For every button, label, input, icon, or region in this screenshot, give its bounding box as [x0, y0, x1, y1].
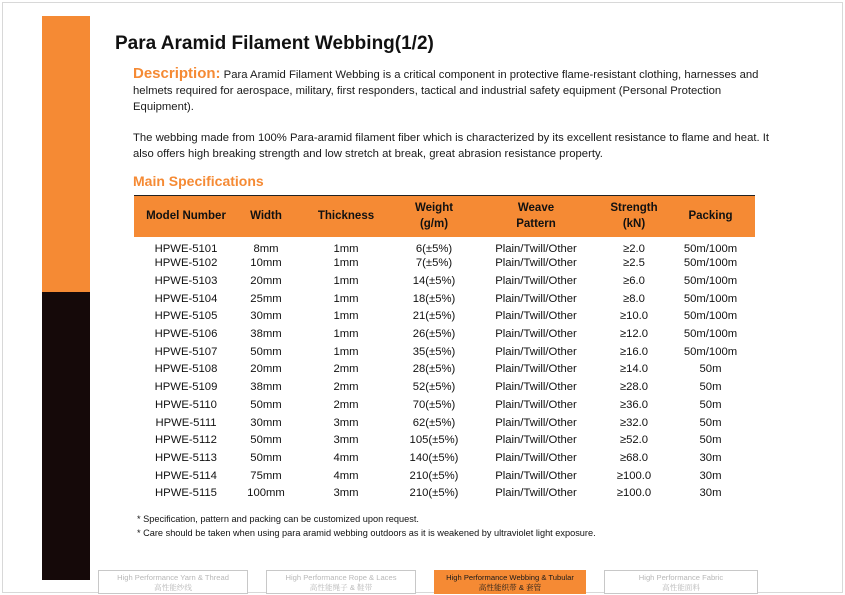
table-row [134, 484, 755, 502]
cell-width: 50mm [250, 434, 282, 447]
cell-thickness: 3mm [333, 416, 359, 429]
cell-weave-pattern: Plain/Twill/Other [495, 416, 577, 429]
cell-packing: 50m/100m [683, 275, 738, 288]
cell-weight: 210(±5%) [409, 469, 459, 482]
nav-tab-yarn-thread[interactable] [98, 570, 248, 594]
cell-thickness: 4mm [333, 451, 359, 464]
table-row [134, 255, 755, 273]
table-header-row [134, 196, 755, 237]
cell-packing: 30m [699, 451, 722, 464]
cell-packing: 50m/100m [683, 292, 738, 305]
paragraph-material: The webbing made from 100% Para-aramid filament fiber which is characterized by its excellent resistance to flame and heat. It also offers high breaking strength and low stretch at break, great abrasion resistance property. [133, 132, 770, 160]
cell-packing: 50m/100m [683, 345, 738, 358]
cell-strength: ≥100.0 [616, 487, 652, 500]
cell-width: 75mm [250, 469, 282, 482]
cell-width: 25mm [250, 292, 282, 305]
cell-width: 50mm [250, 451, 282, 464]
cell-model-number: HPWE-5102 [154, 257, 218, 270]
spec-table [134, 195, 755, 502]
cell-width: 20mm [250, 275, 282, 288]
cell-thickness: 2mm [333, 381, 359, 394]
cell-weight: 210(±5%) [409, 487, 459, 500]
cell-strength: ≥32.0 [619, 416, 649, 429]
cell-weight: 70(±5%) [412, 398, 456, 411]
cell-weave-pattern: Plain/Twill/Other [495, 363, 577, 376]
cell-thickness: 2mm [333, 363, 359, 376]
page-title: Para Aramid Filament Webbing(1/2) [115, 33, 434, 54]
cell-weave-pattern: Plain/Twill/Other [495, 487, 577, 500]
cell-weight: 35(±5%) [412, 345, 456, 358]
cell-weave-pattern: Plain/Twill/Other [495, 469, 577, 482]
cell-packing: 30m [699, 487, 722, 500]
cell-weight: 28(±5%) [412, 363, 456, 376]
cell-strength: ≥100.0 [616, 469, 652, 482]
cell-weight: 18(±5%) [412, 292, 456, 305]
nav-tab-webbing-tubular[interactable] [434, 570, 586, 594]
cell-strength: ≥36.0 [619, 398, 649, 411]
cell-thickness: 3mm [333, 434, 359, 447]
header-weight: Weight (g/m) [398, 196, 470, 237]
nav-tab-rope-laces[interactable] [266, 570, 416, 594]
cell-width: 20mm [250, 363, 282, 376]
cell-model-number: HPWE-5109 [154, 381, 218, 394]
cell-strength: ≥2.0 [623, 242, 645, 255]
cell-thickness: 1mm [333, 310, 359, 323]
cell-width: 30mm [250, 310, 282, 323]
note-uv-warning: * Care should be taken when using para aramid webbing outdoors as it is weakened by ultraviolet light exposure. [137, 528, 596, 538]
nav-tab-label-cn: 高性能纱线 [154, 583, 192, 592]
cell-weave-pattern: Plain/Twill/Other [495, 345, 577, 358]
description [133, 66, 763, 115]
cell-weave-pattern: Plain/Twill/Other [495, 434, 577, 447]
cell-thickness: 1mm [333, 275, 359, 288]
cell-weave-pattern: Plain/Twill/Other [495, 275, 577, 288]
cell-packing: 50m/100m [683, 328, 738, 341]
table-row [134, 237, 755, 255]
cell-model-number: HPWE-5103 [154, 275, 218, 288]
cell-weight: 140(±5%) [409, 451, 459, 464]
cell-weight: 14(±5%) [412, 275, 456, 288]
nav-tab-label-cn: 高性能绳子 & 鞋带 [309, 583, 373, 592]
cell-weight: 7(±5%) [415, 257, 453, 270]
table-row [134, 467, 755, 485]
cell-strength: ≥6.0 [623, 275, 645, 288]
table-row [134, 361, 755, 379]
cell-weave-pattern: Plain/Twill/Other [495, 398, 577, 411]
cell-thickness: 4mm [333, 469, 359, 482]
cell-width: 38mm [250, 328, 282, 341]
cell-strength: ≥68.0 [619, 451, 649, 464]
cell-strength: ≥14.0 [619, 363, 649, 376]
cell-packing: 30m [699, 469, 722, 482]
cell-model-number: HPWE-5112 [155, 434, 217, 447]
header-packing: Packing [666, 196, 755, 237]
cell-weight: 62(±5%) [412, 416, 456, 429]
cell-thickness: 1mm [333, 328, 359, 341]
notes [137, 512, 596, 540]
cell-model-number: HPWE-5106 [154, 328, 218, 341]
table-row [134, 290, 755, 308]
cell-weight: 52(±5%) [412, 381, 456, 394]
cell-packing: 50m [699, 363, 722, 376]
cell-weave-pattern: Plain/Twill/Other [495, 328, 577, 341]
bottom-nav [98, 570, 758, 594]
cell-model-number: HPWE-5107 [154, 345, 218, 358]
header-strength: Strength (kN) [602, 196, 666, 237]
cell-weave-pattern: Plain/Twill/Other [495, 310, 577, 323]
nav-tab-label-cn: 高性能织带 & 套管 [478, 583, 542, 592]
cell-strength: ≥2.5 [623, 257, 645, 270]
cell-weight: 6(±5%) [415, 242, 453, 255]
cell-model-number: HPWE-5110 [155, 398, 217, 411]
cell-model-number: HPWE-5101 [154, 242, 218, 255]
nav-tab-label-cn: 高性能面料 [662, 583, 700, 592]
cell-packing: 50m/100m [683, 257, 738, 270]
header-weave-pattern: Weave Pattern [470, 196, 602, 237]
cell-strength: ≥28.0 [619, 381, 649, 394]
cell-packing: 50m [699, 416, 722, 429]
table-row [134, 396, 755, 414]
side-bar-dark [42, 292, 90, 580]
cell-packing: 50m [699, 434, 722, 447]
cell-thickness: 1mm [333, 242, 359, 255]
nav-tab-fabric[interactable] [604, 570, 758, 594]
cell-weave-pattern: Plain/Twill/Other [495, 451, 577, 464]
cell-thickness: 3mm [333, 487, 359, 500]
cell-packing: 50m [699, 381, 722, 394]
cell-weave-pattern: Plain/Twill/Other [495, 381, 577, 394]
cell-model-number: HPWE-5108 [154, 363, 218, 376]
nav-tab-label-en: High Performance Webbing & Tubular [446, 573, 574, 582]
cell-strength: ≥52.0 [619, 434, 649, 447]
table-row [134, 378, 755, 396]
table-body [134, 237, 755, 503]
description-text: Para Aramid Filament Webbing is a critical component in protective flame-resistant clothing, harnesses and helmets required for aerospace, military, first responders, tactical and industrial safety equipment (Personal Protection Equipment). [133, 69, 759, 113]
cell-strength: ≥8.0 [623, 292, 645, 305]
cell-model-number: HPWE-5113 [155, 451, 217, 464]
cell-width: 10mm [250, 257, 282, 270]
cell-model-number: HPWE-5105 [154, 310, 218, 323]
cell-width: 30mm [250, 416, 282, 429]
cell-thickness: 1mm [333, 257, 359, 270]
cell-weight: 26(±5%) [412, 328, 456, 341]
table-row [134, 308, 755, 326]
cell-strength: ≥10.0 [619, 310, 649, 323]
cell-weight: 105(±5%) [409, 434, 459, 447]
header-thickness: Thickness [294, 196, 398, 237]
cell-strength: ≥16.0 [619, 345, 649, 358]
cell-packing: 50m/100m [683, 310, 738, 323]
cell-packing: 50m/100m [683, 242, 738, 255]
header-model-number: Model Number [134, 196, 238, 237]
cell-weave-pattern: Plain/Twill/Other [495, 257, 577, 270]
nav-tab-label-en: High Performance Fabric [638, 573, 724, 582]
table-row [134, 272, 755, 290]
table-row [134, 343, 755, 361]
cell-model-number: HPWE-5114 [155, 469, 217, 482]
cell-width: 50mm [250, 345, 282, 358]
nav-tab-label-en: High Performance Rope & Laces [285, 573, 397, 582]
specs-heading: Main Specifications [133, 173, 264, 189]
cell-model-number: HPWE-5115 [155, 487, 217, 500]
description-label: Description: [133, 65, 221, 82]
cell-model-number: HPWE-5104 [154, 292, 218, 305]
nav-tab-label-en: High Performance Yarn & Thread [117, 573, 229, 582]
table-row [134, 325, 755, 343]
note-customization: * Specification, pattern and packing can be customized upon request. [137, 514, 419, 524]
cell-width: 38mm [250, 381, 282, 394]
side-bar-orange [42, 16, 90, 292]
cell-strength: ≥12.0 [619, 328, 649, 341]
header-width: Width [238, 196, 294, 237]
cell-weave-pattern: Plain/Twill/Other [495, 292, 577, 305]
cell-thickness: 1mm [333, 345, 359, 358]
cell-thickness: 1mm [333, 292, 359, 305]
cell-width: 8mm [253, 242, 279, 255]
table-row [134, 449, 755, 467]
cell-width: 50mm [250, 398, 282, 411]
cell-packing: 50m [699, 398, 722, 411]
table-row [134, 431, 755, 449]
table-row [134, 414, 755, 432]
cell-thickness: 2mm [333, 398, 359, 411]
cell-weave-pattern: Plain/Twill/Other [495, 242, 577, 255]
cell-model-number: HPWE-5111 [155, 416, 217, 429]
cell-weight: 21(±5%) [412, 310, 456, 323]
cell-width: 100mm [247, 487, 285, 500]
